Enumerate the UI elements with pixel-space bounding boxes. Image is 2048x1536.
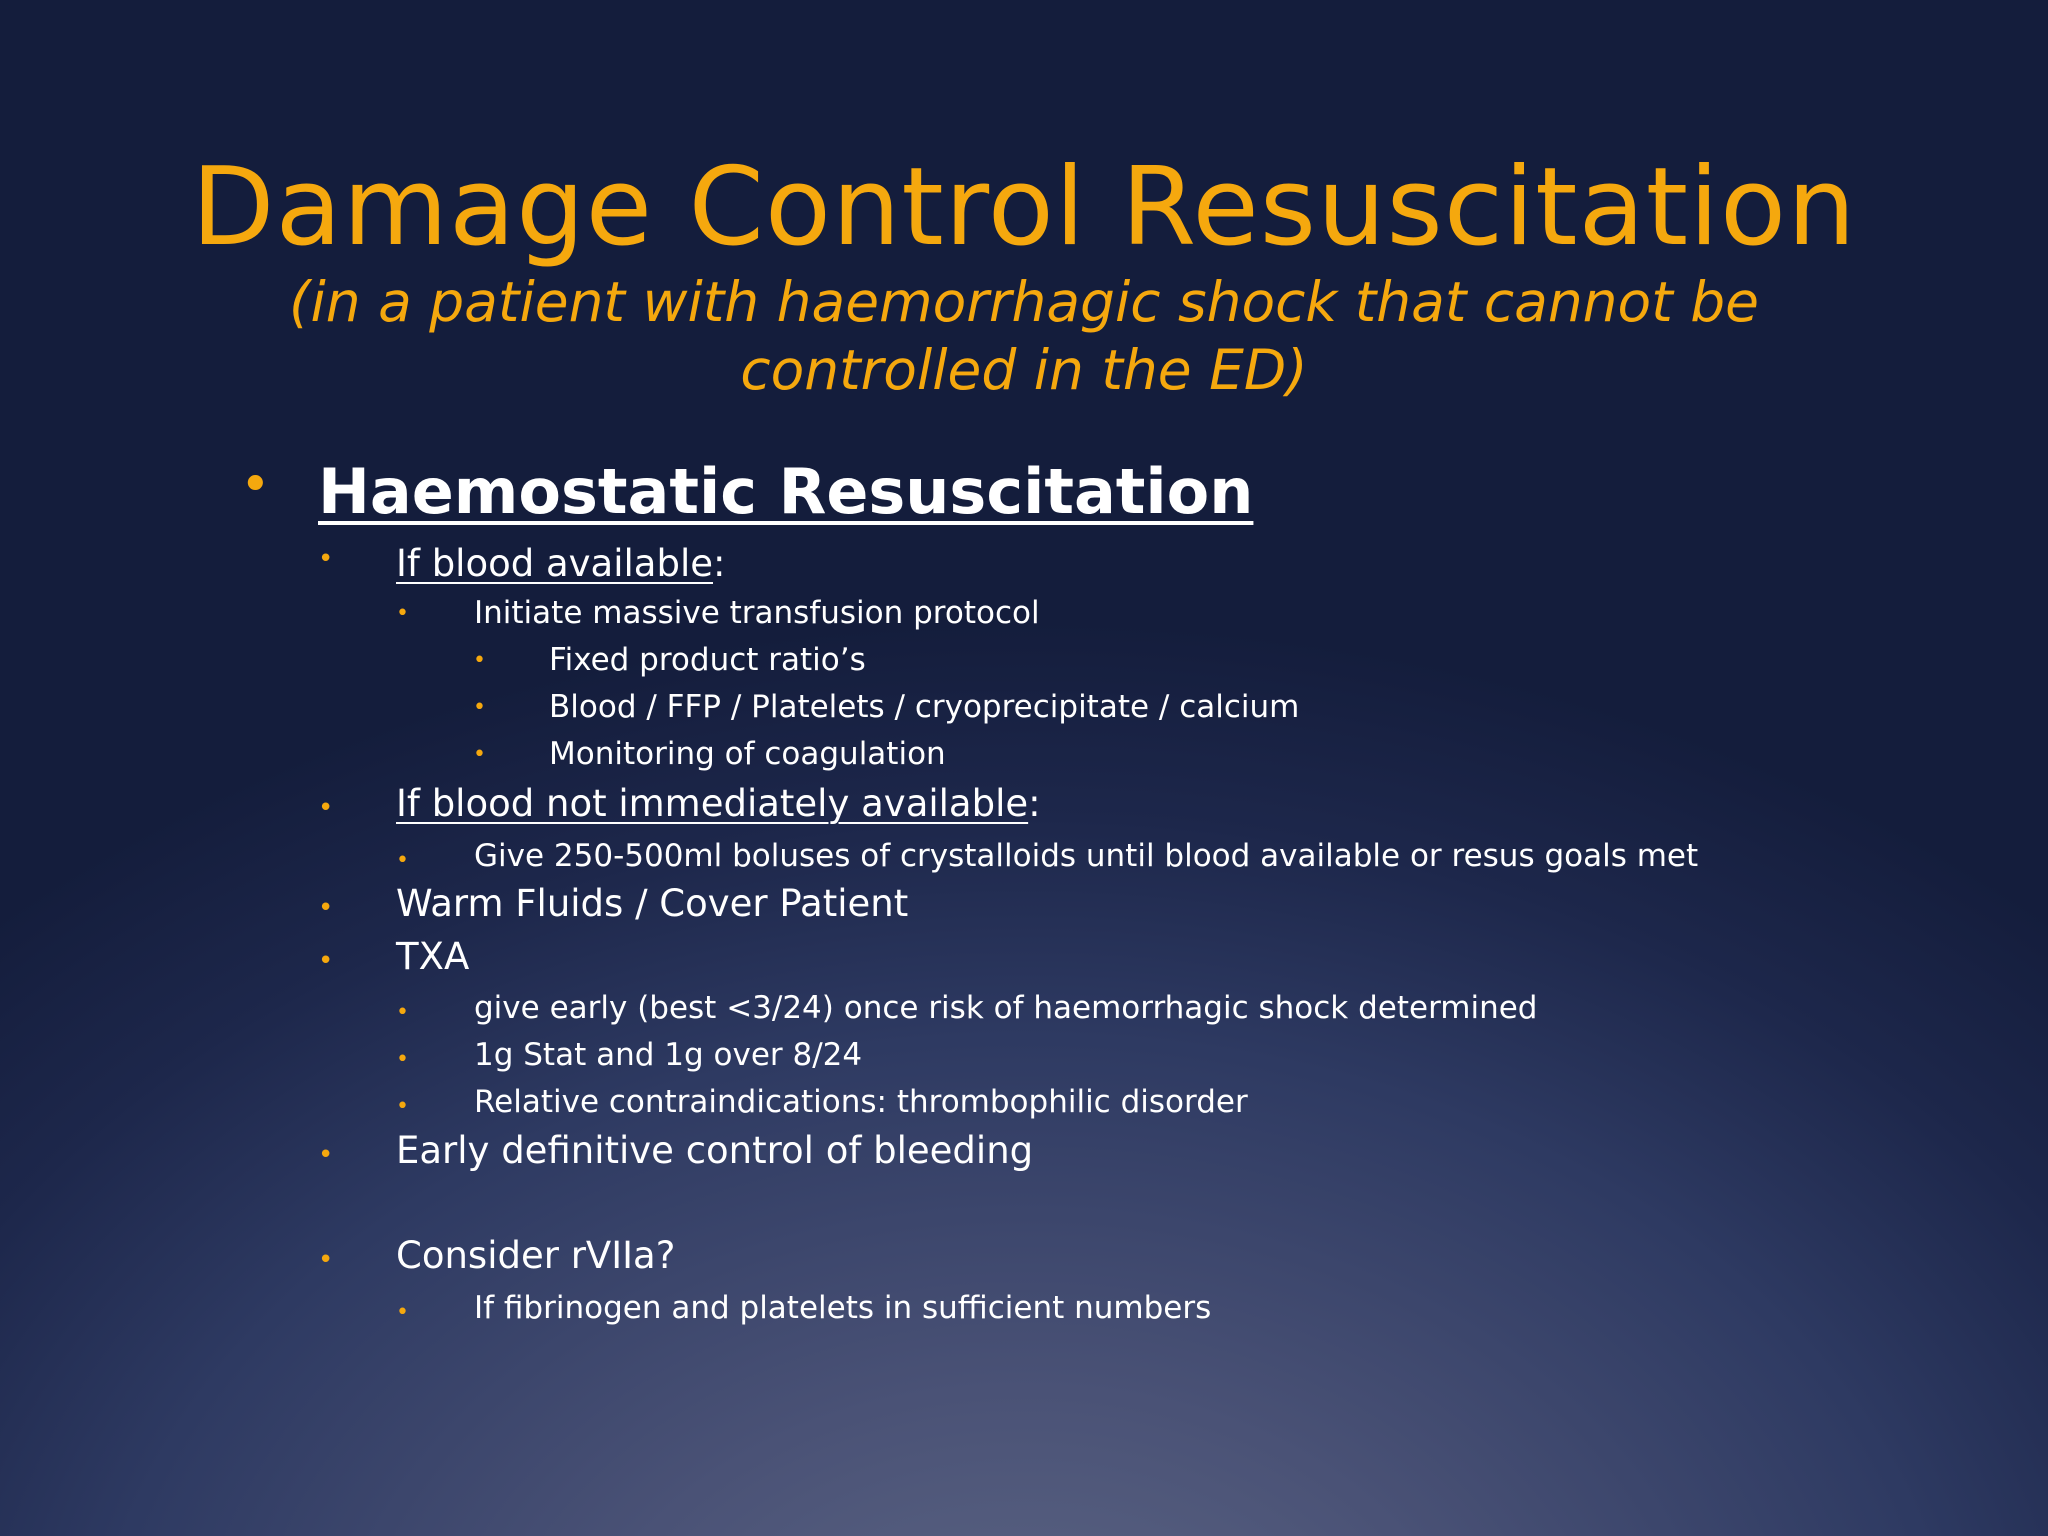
- bullet-icon: •: [396, 1000, 409, 1025]
- slide-subtitle: (in a patient with haemorrhagic shock that cannot be controlled in the ED): [289, 270, 1759, 402]
- list-item-txa-contra: Relative contraindications: thrombophilic disorder: [474, 1084, 1248, 1120]
- bullet-icon: •: [318, 893, 334, 923]
- list-item-warm-fluids: Warm Fluids / Cover Patient: [396, 882, 909, 925]
- list-item-rviia-condition: If fibrinogen and platelets in sufficient numbers: [474, 1290, 1212, 1326]
- bullet-icon: •: [318, 544, 334, 574]
- list-item-txa-early: give early (best <3/24) once risk of haemorrhagic shock determined: [474, 990, 1538, 1026]
- list-item-blood-products: Blood / FFP / Platelets / cryoprecipitate / calcium: [549, 689, 1300, 725]
- list-item-if-blood-available: If blood available:: [396, 542, 726, 585]
- list-item-early-control: Early definitive control of bleeding: [396, 1129, 1034, 1172]
- heading-haemostatic-resuscitation: Haemostatic Resuscitation: [318, 455, 1254, 528]
- bullet-icon: •: [318, 793, 334, 823]
- bullet-icon: •: [396, 1094, 409, 1119]
- list-item-crystalloids: Give 250-500ml boluses of crystalloids until blood available or resus goals met: [474, 838, 1699, 874]
- bullet-icon: •: [240, 455, 271, 515]
- bullet-icon: •: [473, 695, 486, 720]
- bullet-icon: •: [396, 848, 409, 873]
- list-item-fixed-ratios: Fixed product ratio’s: [549, 642, 866, 678]
- bullet-icon: •: [396, 601, 409, 626]
- list-item-txa: TXA: [396, 935, 470, 978]
- bullet-icon: •: [396, 1300, 409, 1325]
- list-item-rviia: Consider rVIIa?: [396, 1234, 676, 1277]
- slide-title: Damage Control Resuscitation: [191, 145, 1857, 270]
- bullet-icon: •: [473, 648, 486, 673]
- bullet-icon: •: [473, 742, 486, 767]
- list-item-monitoring: Monitoring of coagulation: [549, 736, 946, 772]
- list-item-initiate-mtp: Initiate massive transfusion protocol: [474, 595, 1040, 631]
- bullet-icon: •: [318, 946, 334, 976]
- bullet-icon: •: [318, 1140, 334, 1170]
- list-item-if-blood-not-available: If blood not immediately available:: [396, 782, 1041, 825]
- bullet-icon: •: [396, 1047, 409, 1072]
- bullet-icon: •: [318, 1245, 334, 1275]
- list-item-txa-dose: 1g Stat and 1g over 8/24: [474, 1037, 863, 1073]
